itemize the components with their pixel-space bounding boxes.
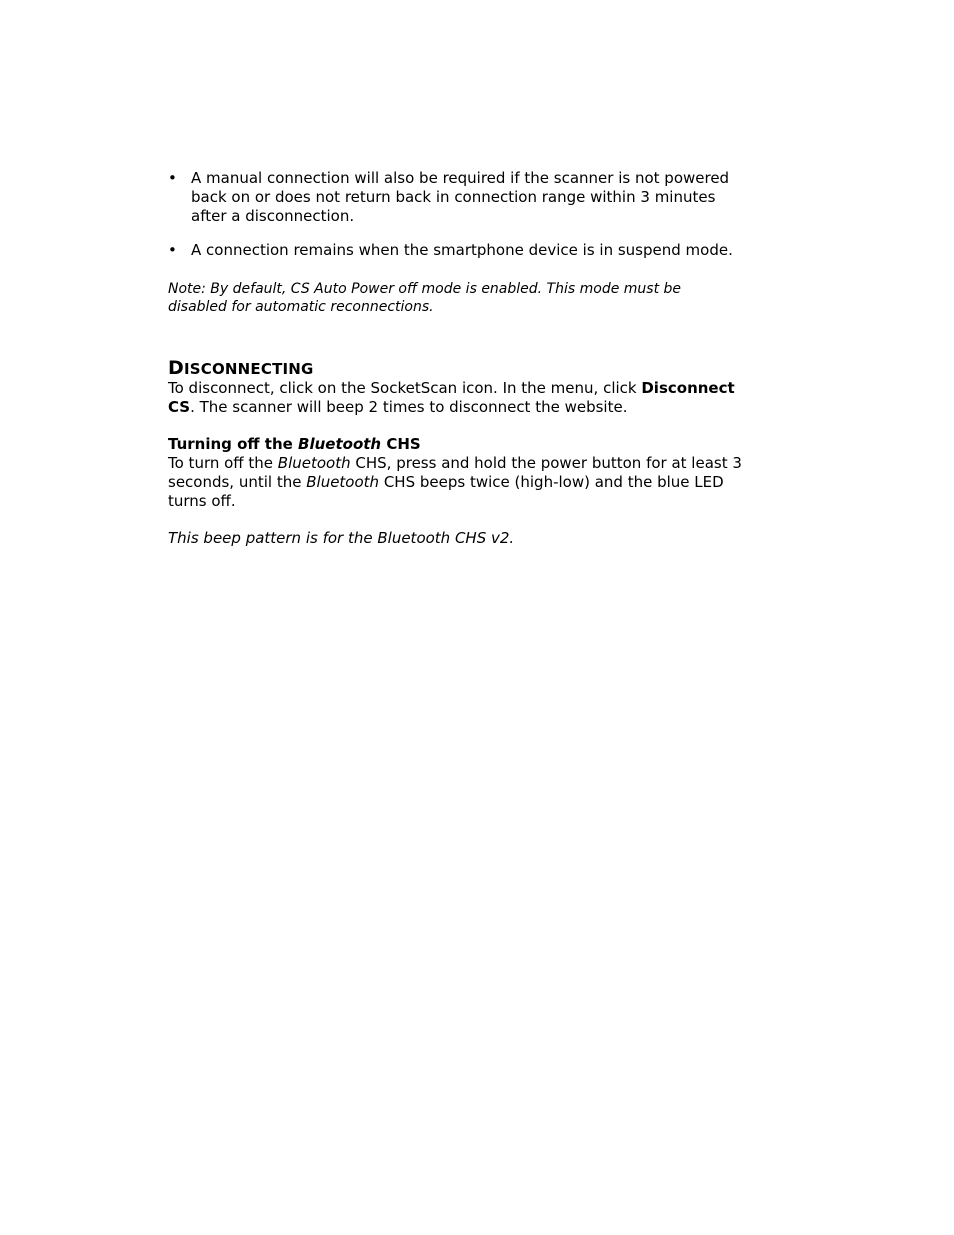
disconnect-text-after: . The scanner will beep 2 times to disconnect the website. [190, 398, 628, 416]
disconnecting-heading [168, 358, 748, 379]
beep-pattern-note: This beep pattern is for the Bluetooth CHS v2. [168, 529, 515, 547]
bullet-icon: • [168, 169, 177, 187]
turn-off-instructions [168, 454, 748, 511]
bullet-text: A manual connection will also be required if the scanner is not powered back on or does not return back in connection range within 3 minutes after a disconnection. [191, 169, 730, 225]
turn-off-bluetooth-2: Bluetooth [306, 473, 380, 491]
disconnect-instructions [168, 379, 748, 417]
turning-off-suffix: CHS [381, 435, 421, 453]
bullet-list [168, 169, 748, 260]
turning-off-heading [168, 435, 748, 454]
turning-off-bluetooth: Bluetooth [298, 435, 382, 453]
heading-initial: D [168, 357, 184, 379]
bullet-item [168, 241, 739, 260]
bullet-text: A connection remains when the smartphone device is in suspend mode. [191, 241, 733, 259]
bullet-icon: • [168, 241, 177, 259]
document-page [168, 169, 748, 548]
turn-off-bluetooth-1: Bluetooth [277, 454, 351, 472]
heading-rest: ISCONNECTING [183, 360, 314, 378]
auto-power-note: Note: By default, CS Auto Power off mode is enabled. This mode must be disabled for automatic reconnections. [168, 281, 682, 315]
turn-off-text-1: To turn off the [168, 454, 278, 472]
turn-off-text-3: CHS beeps twice (high-low) and the blue LED turns off. [168, 473, 724, 510]
disconnect-cs-label: Disconnect CS [168, 379, 735, 416]
turning-off-prefix: Turning off the [168, 435, 299, 453]
disconnect-text-before: To disconnect, click on the SocketScan icon. In the menu, click [168, 379, 642, 397]
turn-off-text-2: CHS, press and hold the power button for at least 3 seconds, until the [168, 454, 742, 491]
bullet-item [168, 169, 739, 226]
